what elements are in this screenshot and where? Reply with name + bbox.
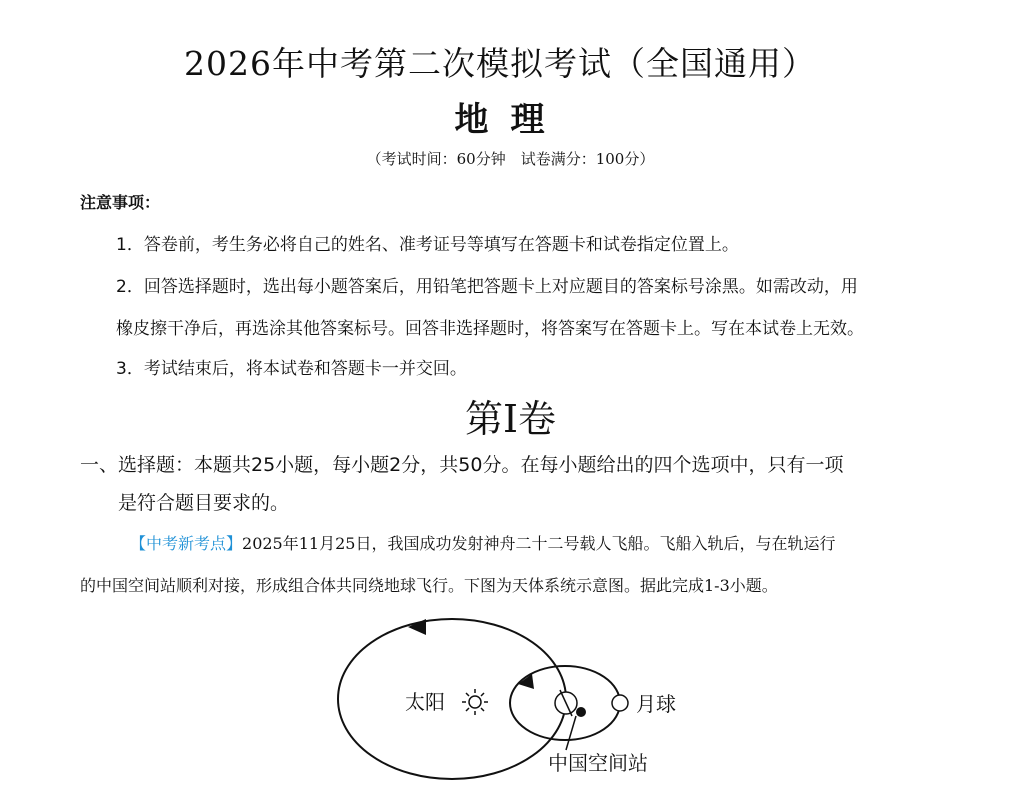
sun-icon xyxy=(462,689,488,715)
subject-title: 地理 xyxy=(454,100,567,140)
section-heading-cont: 是符合题目要求的。 xyxy=(118,492,290,514)
celestial-system-diagram xyxy=(0,600,1021,786)
space-station-icon xyxy=(576,707,586,717)
volume-title: 第Ⅰ卷 xyxy=(464,397,556,441)
orbit-arrow xyxy=(408,619,426,635)
station-pointer xyxy=(566,716,576,750)
station-label: 中国空间站 xyxy=(548,751,648,775)
context-line-2: 的中国空间站顺利对接，形成组合体共同绕地球飞行。下图为天体系统示意图。据此完成1-3小题。 xyxy=(80,576,778,595)
notice-heading: 注意事项： xyxy=(80,193,161,212)
moon-label: 月球 xyxy=(636,692,676,716)
moon-icon xyxy=(612,695,628,711)
section-heading: 一、选择题：本题共25小题，每小题2分，共50分。在每小题给出的四个选项中，只有一项 xyxy=(80,454,844,476)
sun-label: 太阳 xyxy=(405,690,445,714)
exam-title: 2026年中考第二次模拟考试（全国通用） xyxy=(184,44,816,83)
new-topic-tag: 【中考新考点】 xyxy=(130,534,243,553)
exam-info: （考试时间：60分钟 试卷满分：100分） xyxy=(366,150,655,168)
notice-item-2-cont: 橡皮擦干净后，再选涂其他答案标号。回答非选择题时，将答案写在答题卡上。写在本试卷上无效。 xyxy=(116,319,864,339)
notice-item-2: 2．回答选择题时，选出每小题答案后，用铅笔把答题卡上对应题目的答案标号涂黑。如需改动，用 xyxy=(116,277,858,297)
notice-item-3: 3．考试结束后，将本试卷和答题卡一并交回。 xyxy=(116,359,467,379)
earth-orbit xyxy=(338,619,566,779)
notice-item-1: 1．答卷前，考生务必将自己的姓名、准考证号等填写在答题卡和试卷指定位置上。 xyxy=(116,235,739,255)
earth-icon xyxy=(555,690,577,716)
context-line-1 xyxy=(130,531,835,554)
context-text-1: 2025年11月25日，我国成功发射神舟二十二号载人飞船。飞船入轨后，与在轨运行 xyxy=(242,534,836,553)
